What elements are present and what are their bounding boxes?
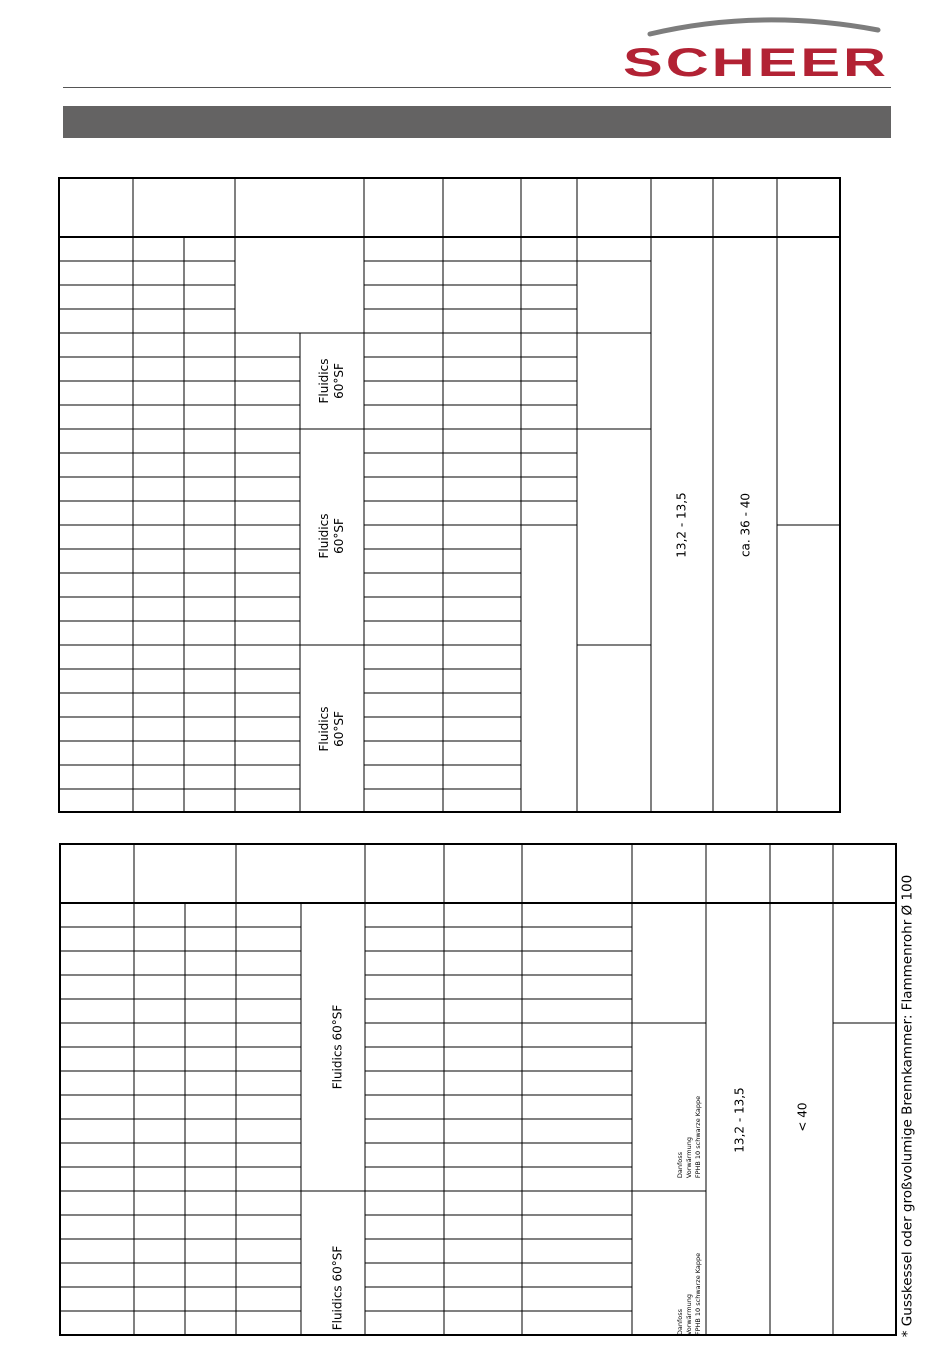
table2-value-limit: < 40 [795,1102,810,1132]
table2-fluidics-label-2: Fluidics 60°SF [330,1245,345,1331]
table1-fluidics-label-1: Fluidics 60°SF [317,358,346,404]
table2-voltage-range: 13,2 - 13,5 [732,1087,747,1153]
table1-value-range: ca. 36 - 40 [738,492,753,558]
table2-danfoss-label-2: Danfoss Vorwärmung FPHB 10 schwarze Kappe [675,1252,702,1336]
table2-danfoss-label-1: Danfoss Vorwärmung FPHB 10 schwarze Kappe [675,1095,702,1179]
footnote: * Gusskessel oder großvolumige Brennkammer: Flammenrohr Ø 100 [899,874,916,1338]
table1-fluidics-label-3: Fluidics 60°SF [317,706,346,752]
table1-voltage-range: 13,2 - 13,5 [674,492,689,558]
logo-wordmark: SCHEER [623,41,889,80]
table1-fluidics-label-2: Fluidics 60°SF [317,513,346,559]
table2-fluidics-label-1: Fluidics 60°SF [330,1004,345,1090]
